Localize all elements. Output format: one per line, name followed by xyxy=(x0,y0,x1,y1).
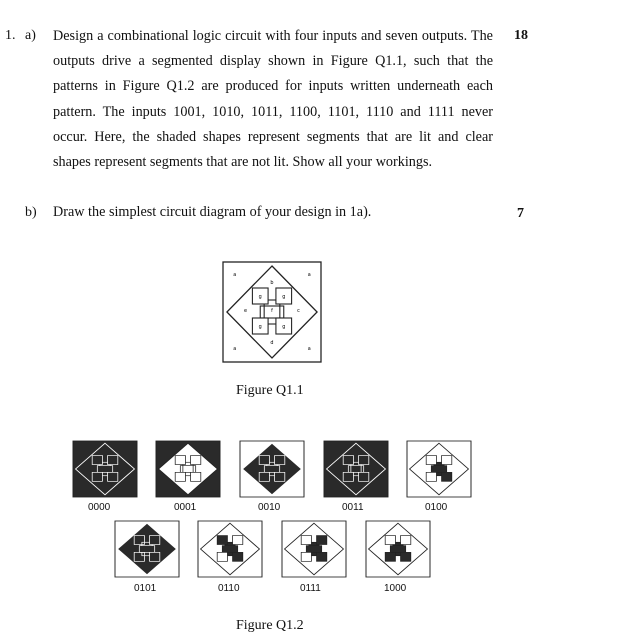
segment-d xyxy=(401,536,411,545)
segment-label-a: a xyxy=(307,345,311,353)
segment-label-a: a xyxy=(233,271,237,279)
segment-e xyxy=(301,552,311,561)
segment-g-bar xyxy=(306,546,321,553)
pattern-0000 xyxy=(73,441,137,497)
segment-c xyxy=(217,536,227,545)
segment-f xyxy=(275,472,285,481)
part-b-text: Draw the simplest circuit diagram of your design in 1a). xyxy=(53,204,372,220)
part-a-line: outputs drive a segmented display shown in Figure Q1.1, such that the xyxy=(53,53,493,70)
pattern-0111 xyxy=(282,521,346,577)
pattern-0011 xyxy=(324,441,388,497)
part-a-line: Design a combinational logic circuit with four inputs and seven outputs. The xyxy=(53,28,493,44)
pattern-code: 0000 xyxy=(88,502,111,513)
segment-e xyxy=(343,472,353,481)
segment-c xyxy=(301,536,311,545)
pattern-code: 0010 xyxy=(258,502,281,513)
segment-g-bar xyxy=(390,546,405,553)
segment-label-a: a xyxy=(233,345,237,353)
segment-e xyxy=(385,552,395,561)
pattern-code: 0111 xyxy=(300,583,321,594)
segment-label-e: e xyxy=(244,307,248,315)
segment-e xyxy=(92,472,102,481)
segment-label-f: f xyxy=(271,307,273,315)
segment-f xyxy=(233,552,243,561)
segment-f xyxy=(442,472,452,481)
segment-d xyxy=(150,536,160,545)
part-a-label: a) xyxy=(25,28,36,43)
pattern-0110 xyxy=(198,521,262,577)
pattern-0010 xyxy=(240,441,304,497)
segment-e xyxy=(426,472,436,481)
part-a-line: occur. Here, the shaded shapes represent segments that are lit and clear xyxy=(53,128,493,145)
segment-c xyxy=(343,456,353,465)
pattern-code: 0110 xyxy=(218,583,240,594)
segment-g-bar xyxy=(264,466,279,473)
segment-g-bar xyxy=(222,546,237,553)
segment-c xyxy=(385,536,395,545)
part-b-marks: 7 xyxy=(517,206,524,221)
segment-d xyxy=(359,456,369,465)
segment-f xyxy=(108,472,118,481)
segment-d xyxy=(191,456,201,465)
segment-label-b: b xyxy=(270,279,274,287)
segment-c xyxy=(92,456,102,465)
segment-d xyxy=(233,536,243,545)
segment-g-bar xyxy=(139,546,154,553)
segment-f xyxy=(359,472,369,481)
segment-g-bar xyxy=(97,466,112,473)
segment-f xyxy=(401,552,411,561)
pattern-code: 1000 xyxy=(384,583,407,594)
segment-f xyxy=(317,552,327,561)
segment-label-d: d xyxy=(270,339,274,347)
pattern-1000 xyxy=(366,521,430,577)
part-a-marks: 18 xyxy=(514,28,528,43)
part-b-label: b) xyxy=(25,205,37,220)
figure-q1-1-caption: Figure Q1.1 xyxy=(236,383,304,398)
figure-q1-2-caption: Figure Q1.2 xyxy=(236,618,304,633)
segment-e xyxy=(175,472,185,481)
pattern-0101 xyxy=(115,521,179,577)
segment-c xyxy=(426,456,436,465)
question-number: 1. xyxy=(5,28,16,43)
segment-label-g: g xyxy=(258,293,262,301)
part-a-line: pattern. The inputs 1001, 1010, 1011, 1100, 1101, 1110 and 1111 never xyxy=(53,103,493,120)
pattern-code: 0101 xyxy=(134,583,157,594)
part-a-text xyxy=(53,24,493,175)
segment-g-bar xyxy=(431,466,446,473)
segment-d xyxy=(108,456,118,465)
part-a-line: shapes represent segments that are not lit. Show all your workings. xyxy=(53,153,433,170)
pattern-0100 xyxy=(407,441,471,497)
segment-f xyxy=(150,552,160,561)
pattern-0001 xyxy=(156,441,220,497)
segment-d xyxy=(275,456,285,465)
segment-label-g: g xyxy=(282,323,286,331)
segment-label-c: c xyxy=(297,307,300,315)
segment-f xyxy=(191,472,201,481)
segment-d xyxy=(442,456,452,465)
segment-c xyxy=(259,456,269,465)
segment-label-a: a xyxy=(307,271,311,279)
segment-c xyxy=(175,456,185,465)
segment-e xyxy=(259,472,269,481)
segment-d xyxy=(317,536,327,545)
segment-label-g: g xyxy=(258,323,262,331)
segment-display-diagram xyxy=(223,262,321,362)
pattern-code: 0001 xyxy=(174,502,197,513)
part-a-line: patterns in Figure Q1.2 are produced for inputs written underneath each xyxy=(53,78,493,95)
pattern-code: 0100 xyxy=(425,502,448,513)
segment-e xyxy=(217,552,227,561)
pattern-code: 0011 xyxy=(342,502,364,513)
segment-label-g: g xyxy=(282,293,286,301)
